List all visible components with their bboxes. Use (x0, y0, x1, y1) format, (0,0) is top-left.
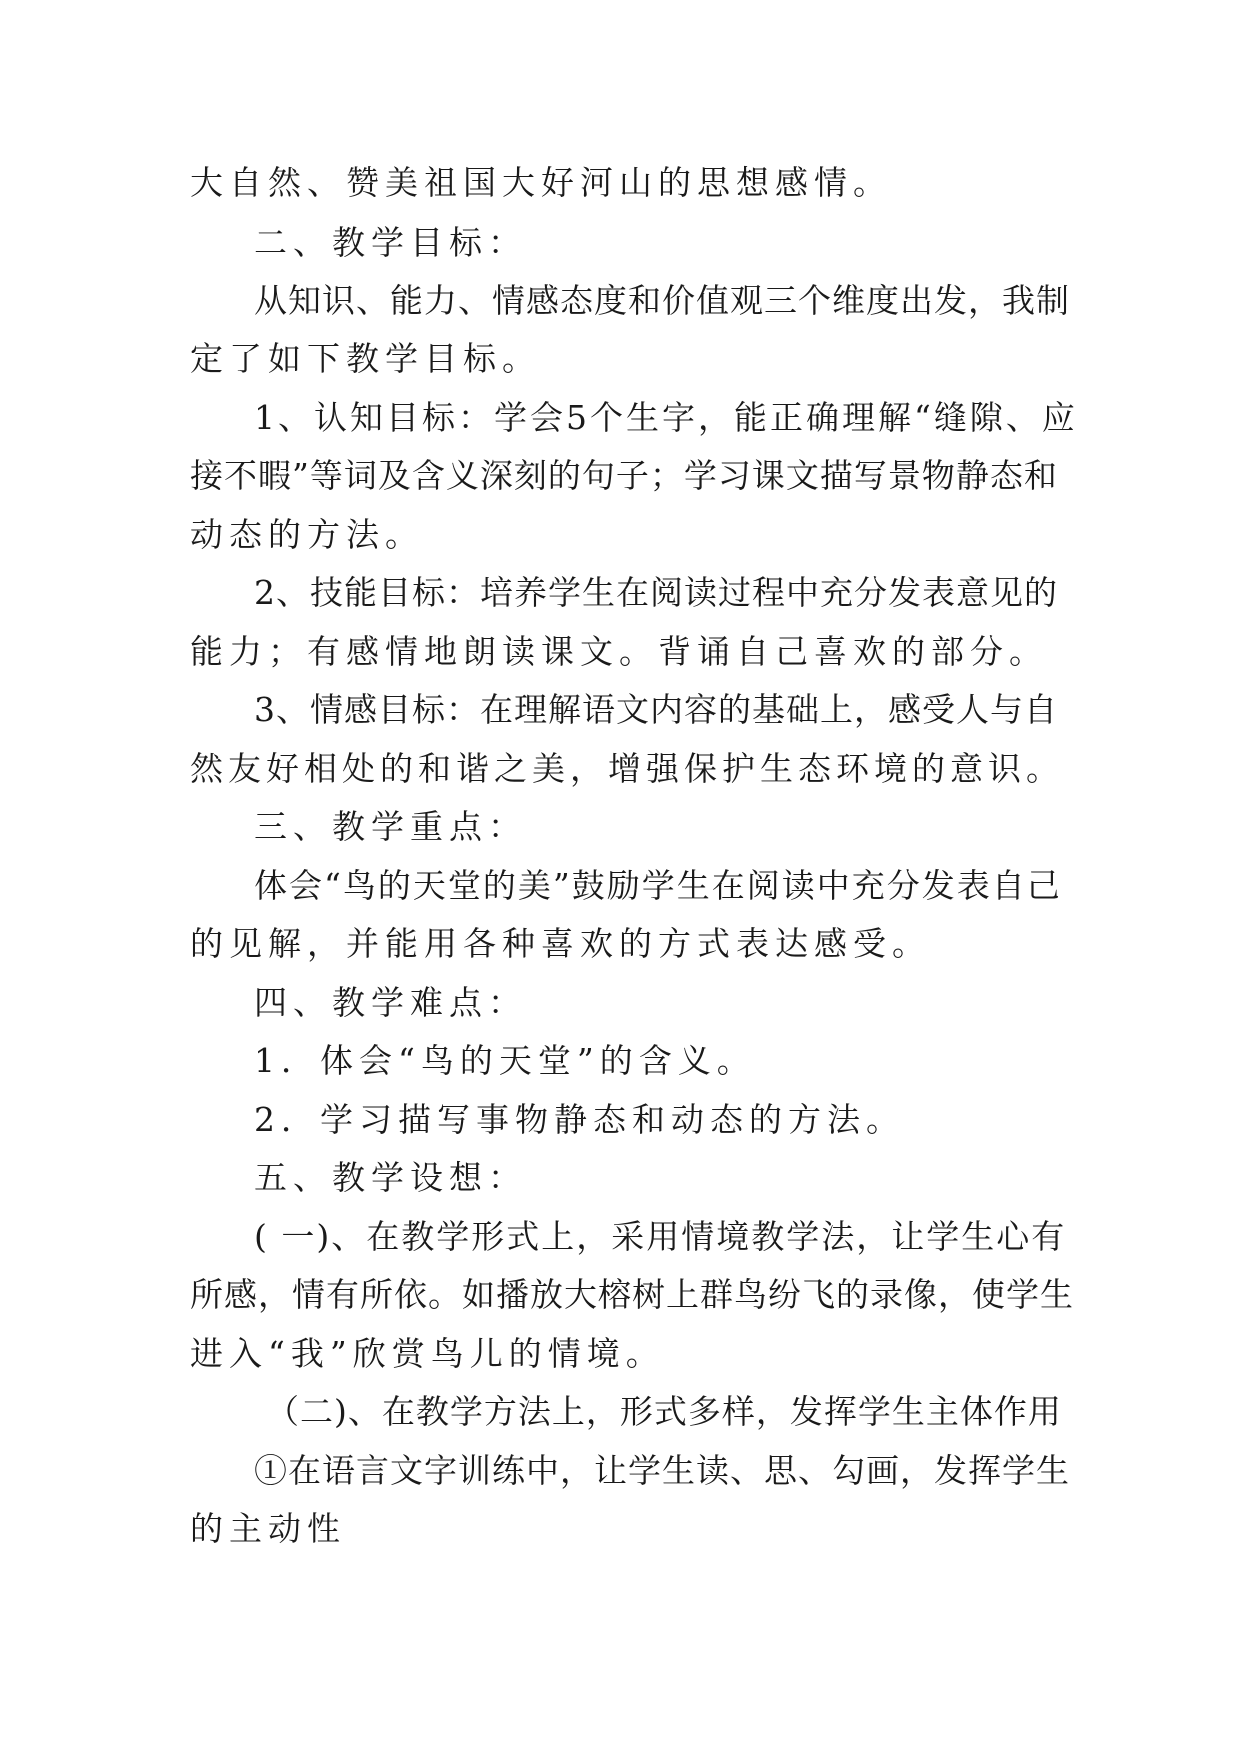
text-line: 定了如下教学目标。 (190, 339, 541, 378)
text-line: 2、技能目标：培养学生在阅读过程中充分发表意见的 (254, 573, 1058, 612)
section-heading: 四、教学难点： (254, 983, 527, 1022)
text-line: 能力；有感情地朗读课文。背诵自己喜欢的部分。 (190, 632, 1048, 671)
text-line: 大自然、赞美祖国大好河山的思想感情。 (190, 163, 892, 202)
text-line: 1、认知目标：学会5个生字，能正确理解“缝隙、应 (254, 398, 1078, 437)
text-line: ①在语言文字训练中，让学生读、思、勾画，发挥学生 (254, 1451, 1070, 1490)
text-line: 从知识、能力、情感态度和价值观三个维度出发，我制 (254, 281, 1070, 320)
text-line: 的主动性 (190, 1509, 346, 1548)
text-line: 体会“鸟的天堂的美”鼓励学生在阅读中充分发表自己 (254, 866, 1062, 905)
text-line: 所感，情有所依。如播放大榕树上群鸟纷飞的录像，使学生 (190, 1275, 1074, 1314)
text-line: 的见解，并能用各种喜欢的方式表达感受。 (190, 924, 931, 963)
text-line: 动态的方法。 (190, 515, 424, 554)
text-line: （二)、在教学方法上，形式多样，发挥学生主体作用 (266, 1392, 1062, 1431)
section-heading: 二、教学目标： (254, 223, 527, 262)
section-heading: 五、教学设想： (254, 1158, 527, 1197)
text-line: 接不暇”等词及含义深刻的句子；学习课文描写景物静态和 (190, 456, 1058, 495)
text-line: 2．学习描写事物静态和动态的方法。 (254, 1100, 905, 1139)
section-heading: 三、教学重点： (254, 807, 527, 846)
text-line: 然友好相处的和谐之美，增强保护生态环境的意识。 (190, 749, 1064, 788)
text-line: ( 一)、在教学形式上，采用情境教学法，让学生心有 (254, 1217, 1067, 1256)
text-line: 1．体会“鸟的天堂”的含义。 (254, 1041, 756, 1080)
text-line: 进入“我”欣赏鸟儿的情境。 (190, 1334, 665, 1373)
text-line: 3、情感目标：在理解语文内容的基础上，感受人与自 (254, 690, 1058, 729)
